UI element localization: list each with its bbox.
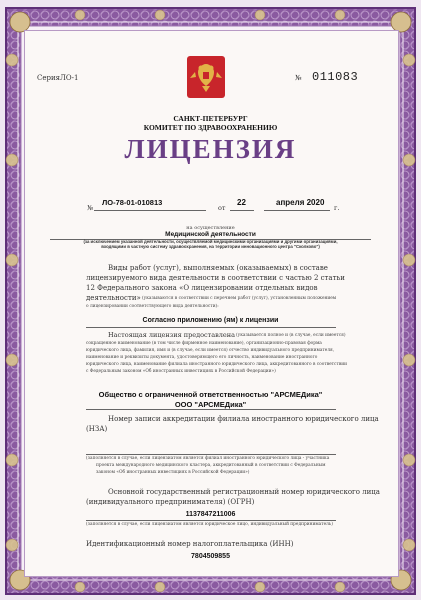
license-month-year: апреля 2020 — [276, 198, 325, 207]
date-from-label: от — [218, 204, 226, 212]
grant-note-4: юридического лица, наименование филиала иностранного юридического лица, аккредитованного в соответствии — [86, 362, 347, 367]
grant-lead: Настоящая лицензия предоставлена — [108, 331, 235, 339]
ogrn-note: (заполняется в случае, если лицензиатом является юридическое лицо, индивидуальный предприниматель) — [86, 522, 333, 527]
accreditation-note-2: проекта международного медицинского кластера, аккредитованный в соответствии с Федеральным — [96, 463, 326, 468]
org-short-name: ООО "АРСМЕДика" — [174, 400, 247, 409]
committee-name: КОМИТЕТ ПО ЗДРАВООХРАНЕНИЮ — [143, 123, 278, 132]
activity-name: Медицинской деятельности — [165, 231, 256, 238]
license-number: ЛО-78-01-010813 — [102, 198, 163, 207]
works-line-4: деятельности» — [86, 294, 141, 302]
coat-of-arms-emblem — [187, 56, 225, 98]
works-line-2: лицензируемого вида деятельности в соответствии с частью 2 статьи — [86, 274, 345, 282]
accreditation-line-1: Номер записи аккредитации филиала иностранного юридического лица — [108, 415, 379, 423]
document-title: ЛИЦЕНЗИЯ — [124, 134, 297, 164]
accreditation-note-1: (заполняется в случае, если лицензиатом является филиал иностранного юридического лица - участника — [86, 456, 330, 461]
ogrn-value: 1137847211006 — [185, 511, 236, 518]
grant-note-3: наименование и реквизиты документа, удостоверяющего его личность, наименование иностранного — [86, 355, 318, 360]
grant-lead-note: (указывается полное и (в случае, если имеется) — [236, 333, 346, 338]
grant-note-2: юридического лица, фамилия, имя и (в случае, если имеется) отчество индивидуального предпринимателя, — [86, 348, 335, 353]
accreditation-line-2: (НЗА) — [86, 425, 108, 433]
works-line-4-note: (указываются в соответствии с перечнем работ (услуг), установленным положением — [142, 296, 337, 301]
year-suffix: г. — [334, 204, 340, 212]
city-name: САНКТ-ПЕТЕРБУРГ — [173, 114, 248, 123]
appendix-reference: Согласно приложению (ям) к лицензии — [142, 317, 279, 324]
grant-note-1: сокращенное наименование (в том числе фирменное наименование), организационно-правовая форма — [86, 341, 322, 346]
accreditation-note-3: законом «Об иностранных инвестициях в Российской Федерации») — [96, 470, 250, 475]
serial-number: 011083 — [312, 70, 359, 84]
license-number-sign: № — [87, 204, 94, 212]
document-content — [30, 36, 391, 569]
works-line-1: Виды работ (услуг), выполняемых (оказываемых) в составе — [108, 264, 328, 272]
activity-note-2: входящими в частную систему здравоохранения, на территории инновационного центра "Сколково") — [101, 244, 320, 249]
license-day: 22 — [237, 198, 246, 207]
series-value: ЛО-1 — [60, 74, 79, 82]
ogrn-line-1: Основной государственный регистрационный номер юридического лица — [108, 488, 380, 496]
works-line-5: о лицензировании соответствующего вида деятельности): — [86, 304, 219, 309]
ogrn-line-2: (индивидуального предпринимателя) (ОГРН) — [86, 498, 255, 506]
inn-label: Идентификационный номер налогоплательщика (ИНН) — [86, 540, 294, 548]
number-sign: № — [295, 74, 302, 82]
series-label: Серия — [37, 74, 61, 82]
inn-value: 7804509855 — [191, 553, 230, 560]
activity-prefix: на осуществление — [186, 225, 235, 231]
works-line-3: 12 Федерального закона «О лицензировании отдельных видов — [86, 284, 318, 292]
grant-note-5: с Федеральным законом «Об иностранных инвестициях в Российской Федерации») — [86, 369, 276, 374]
activity-note-1: (за исключением указанной деятельности, осуществляемой медицинскими организациями и другими организациями, — [83, 239, 338, 244]
org-full-name: Общество с ограниченной ответственностью "АРСМЕДика" — [98, 390, 323, 399]
